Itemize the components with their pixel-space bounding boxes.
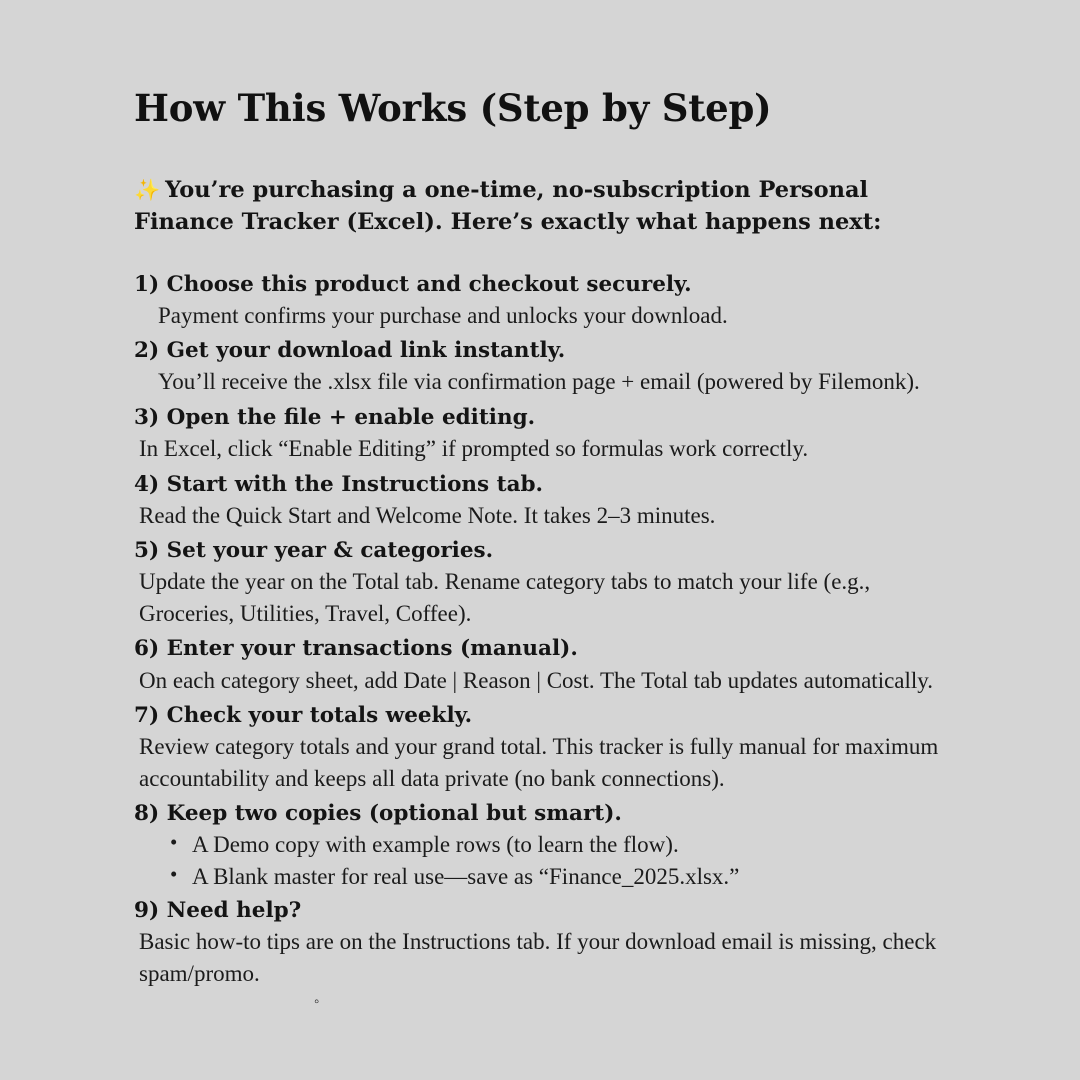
trailing-empty-bullet bbox=[134, 995, 970, 1013]
list-item: • A Blank master for real use—save as “Finance_2025.xlsx.” bbox=[170, 861, 970, 893]
intro-paragraph bbox=[134, 175, 970, 239]
step-body: Review category totals and your grand total. This tracker is fully manual for maximum accountability and keeps all data private (no bank connections). bbox=[139, 734, 939, 791]
list-item bbox=[134, 535, 970, 629]
step-heading: 7) Check your totals weekly. bbox=[134, 703, 473, 729]
step-heading: 6) Enter your transactions (manual). bbox=[134, 636, 578, 662]
step-body: Payment confirms your purchase and unlocks your download. bbox=[158, 302, 728, 328]
list-item bbox=[134, 798, 970, 893]
list-item bbox=[134, 895, 970, 989]
step-body: On each category sheet, add Date | Reason | Cost. The Total tab updates automatically. bbox=[139, 667, 934, 693]
list-item bbox=[134, 335, 970, 398]
sub-bullet-list bbox=[134, 829, 970, 892]
step-heading: 8) Keep two copies (optional but smart). bbox=[134, 801, 622, 827]
step-body: In Excel, click “Enable Editing” if prompted so formulas work correctly. bbox=[139, 436, 809, 462]
intro-text: You’re purchasing a one-time, no-subscription Personal Finance Tracker (Excel). Here’s exactly what happens next: bbox=[134, 176, 882, 235]
step-body: You’ll receive the .xlsx file via confirmation page + email (powered by Filemonk). bbox=[158, 369, 920, 395]
step-body: Basic how-to tips are on the Instructions tab. If your download email is missing, check spam/promo. bbox=[139, 929, 937, 986]
step-body: Read the Quick Start and Welcome Note. It takes 2–3 minutes. bbox=[139, 502, 716, 528]
list-item bbox=[314, 995, 970, 1010]
list-item bbox=[134, 402, 970, 465]
steps-list bbox=[134, 269, 970, 990]
step-heading: 1) Choose this product and checkout securely. bbox=[134, 271, 692, 297]
page-title: How This Works (Step by Step) bbox=[134, 86, 772, 130]
step-heading: 5) Set your year & categories. bbox=[134, 538, 494, 564]
step-heading: 3) Open the file + enable editing. bbox=[134, 404, 536, 430]
list-item bbox=[134, 633, 970, 696]
step-heading: 2) Get your download link instantly. bbox=[134, 338, 566, 364]
list-item: • A Demo copy with example rows (to learn the flow). bbox=[170, 829, 970, 861]
step-body: Update the year on the Total tab. Rename category tabs to match your life (e.g., Groceries, Utilities, Travel, Coffee). bbox=[139, 569, 871, 626]
step-heading: 4) Start with the Instructions tab. bbox=[134, 471, 544, 497]
list-item bbox=[134, 700, 970, 794]
list-item bbox=[134, 269, 970, 332]
step-heading: 9) Need help? bbox=[134, 897, 302, 923]
list-item bbox=[134, 469, 970, 532]
sparkle-icon: ✨ bbox=[134, 176, 161, 202]
